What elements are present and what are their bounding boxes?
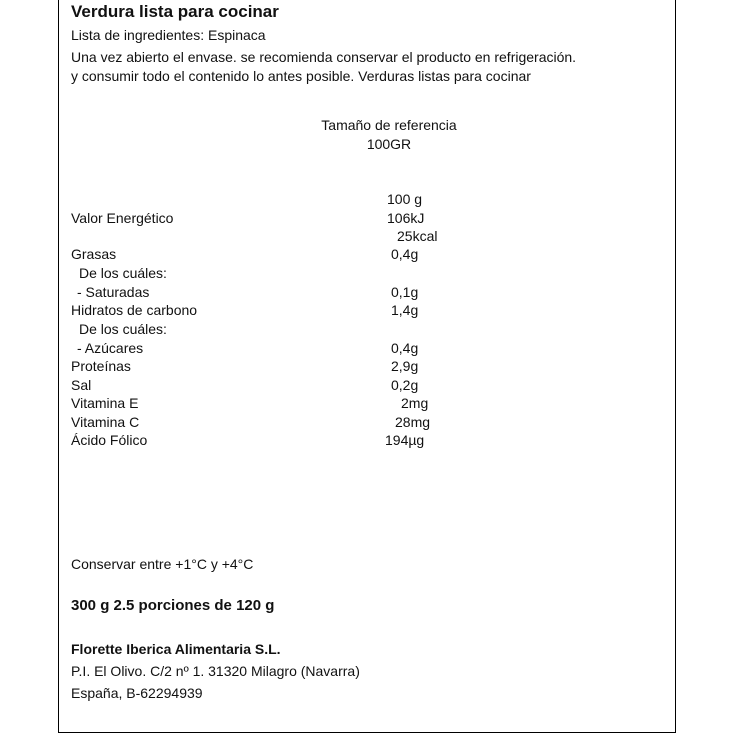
nutrition-row-value: 2,9g xyxy=(391,358,419,374)
nutrition-row-label: Ácido Fólico xyxy=(71,432,148,448)
nutrition-row-value: 194µg xyxy=(385,432,425,448)
storage-temperature: Conservar entre +1°C y +4°C xyxy=(71,556,254,572)
reference-size-amount: 100GR xyxy=(366,136,412,152)
nutrition-row-label: Proteínas xyxy=(71,358,131,374)
nutrition-row-label: De los cuáles: xyxy=(79,321,167,337)
nutrition-row-value: 1,4g xyxy=(391,302,419,318)
label-frame xyxy=(58,0,676,733)
ingredients-text: Lista de ingredientes: Espinaca xyxy=(71,27,266,43)
nutrition-row-label: Grasas xyxy=(71,246,117,262)
nutrition-row-label: Vitamina C xyxy=(71,414,140,430)
reference-size-label: Tamaño de referencia xyxy=(321,117,457,133)
nutrition-row-label: - Azúcares xyxy=(77,340,144,356)
storage-note-line-2: y consumir todo el contenido lo antes posible. Verduras listas para cocinar xyxy=(71,68,531,84)
nutrition-row-label: De los cuáles: xyxy=(79,265,167,281)
nutrition-row-value: 0,2g xyxy=(391,377,419,393)
nutrition-row-label: - Saturadas xyxy=(77,284,150,300)
nutrition-row-value: 0,1g xyxy=(391,284,419,300)
company-name: Florette Iberica Alimentaria S.L. xyxy=(71,641,281,657)
nutrition-row-value: 106kJ xyxy=(387,210,425,226)
nutrition-column-header: 100 g xyxy=(387,191,423,207)
nutrition-row-label: Sal xyxy=(71,377,92,393)
nutrition-row-value: 28mg xyxy=(395,414,431,430)
nutrition-row-value: 2mg xyxy=(401,395,429,411)
nutrition-row-value: 0,4g xyxy=(391,340,419,356)
portion-info: 300 g 2.5 porciones de 120 g xyxy=(71,597,275,614)
nutrition-row-label: Vitamina E xyxy=(71,395,139,411)
company-country-id: España, B-62294939 xyxy=(71,685,203,701)
nutrition-row-label: Valor Energético xyxy=(71,210,174,226)
nutrition-row-value: 25kcal xyxy=(397,228,438,244)
product-title: Verdura lista para cocinar xyxy=(71,2,279,21)
storage-note-line-1: Una vez abierto el envase. se recomienda conservar el producto en refrigeración. xyxy=(71,49,577,65)
nutrition-row-value: 0,4g xyxy=(391,246,419,262)
company-address: P.I. El Olivo. C/2 nº 1. 31320 Milagro (Navarra) xyxy=(71,663,360,679)
nutrition-row-label: Hidratos de carbono xyxy=(71,302,198,318)
